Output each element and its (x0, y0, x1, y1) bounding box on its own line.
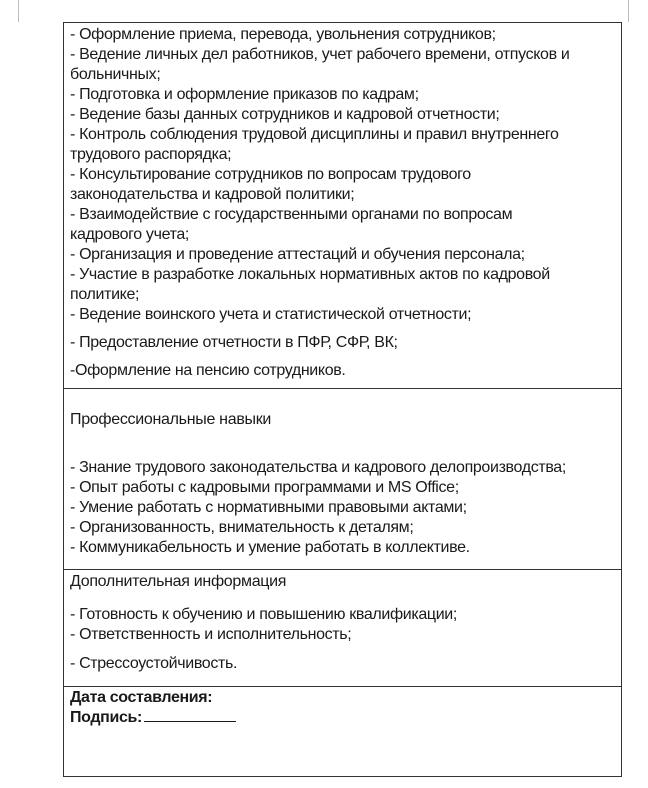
duty-line: - Контроль соблюдения трудовой дисциплины и правил внутреннего (70, 126, 559, 143)
skill-item: - Знание трудового законодательства и кадрового делопроизводства; (70, 459, 566, 476)
page-margin-guide-left (18, 0, 19, 22)
duty-line: - Ведение базы данных сотрудников и кадровой отчетности; (70, 106, 500, 123)
duty-line: - Взаимодействие с государственными органами по вопросам (70, 206, 513, 223)
duty-line: - Ведение воинского учета и статистической отчетности; (70, 306, 472, 323)
duty-line: -Оформление на пенсию сотрудников. (70, 362, 346, 379)
skill-item: - Коммуникабельность и умение работать в коллективе. (70, 539, 470, 556)
skill-item: - Опыт работы с кадровыми программами и MS Office; (70, 479, 459, 496)
duty-line: - Подготовка и оформление приказов по кадрам; (70, 86, 419, 103)
duty-line: политике; (70, 286, 140, 303)
signature-label: Подпись: (70, 709, 142, 726)
duty-line: - Участие в разработке локальных нормативных актов по кадровой (70, 266, 550, 283)
resume-table (63, 22, 622, 777)
duty-line: кадрового учета; (70, 226, 190, 243)
duty-line: больничных; (70, 66, 161, 83)
signature-row (70, 707, 619, 728)
duties-section (64, 23, 621, 388)
duty-line: - Организация и проведение аттестаций и обучения персонала; (70, 246, 525, 263)
signature-blank-line (144, 707, 236, 722)
duty-line: - Ведение личных дел работников, учет рабочего времени, отпусков и (70, 46, 570, 63)
signature-section (64, 686, 621, 777)
duty-line: - Оформление приема, перевода, увольнения сотрудников; (70, 26, 496, 43)
skill-item: - Организованность, внимательность к деталям; (70, 519, 414, 536)
duty-line: - Консультирование сотрудников по вопросам трудового (70, 166, 471, 183)
date-label: Дата составления: (70, 689, 213, 706)
extra-info-item: - Стрессоустойчивость. (70, 655, 238, 672)
duty-line: законодательства и кадровой политики; (70, 186, 355, 203)
skill-item: - Умение работать с нормативными правовыми актами; (70, 499, 467, 516)
duty-line: - Предоставление отчетности в ПФР, СФР, ВК; (70, 334, 398, 351)
skills-heading: Профессиональные навыки (70, 411, 272, 428)
extra-info-item: - Готовность к обучению и повышению квалификации; (70, 606, 457, 623)
page-margin-guide-right (628, 0, 629, 22)
extra-info-item: - Ответственность и исполнительность; (70, 626, 352, 643)
extra-info-section (64, 569, 621, 686)
duty-line: трудового распорядка; (70, 146, 232, 163)
skills-section (64, 388, 621, 569)
extra-info-heading: Дополнительная информация (70, 573, 287, 590)
